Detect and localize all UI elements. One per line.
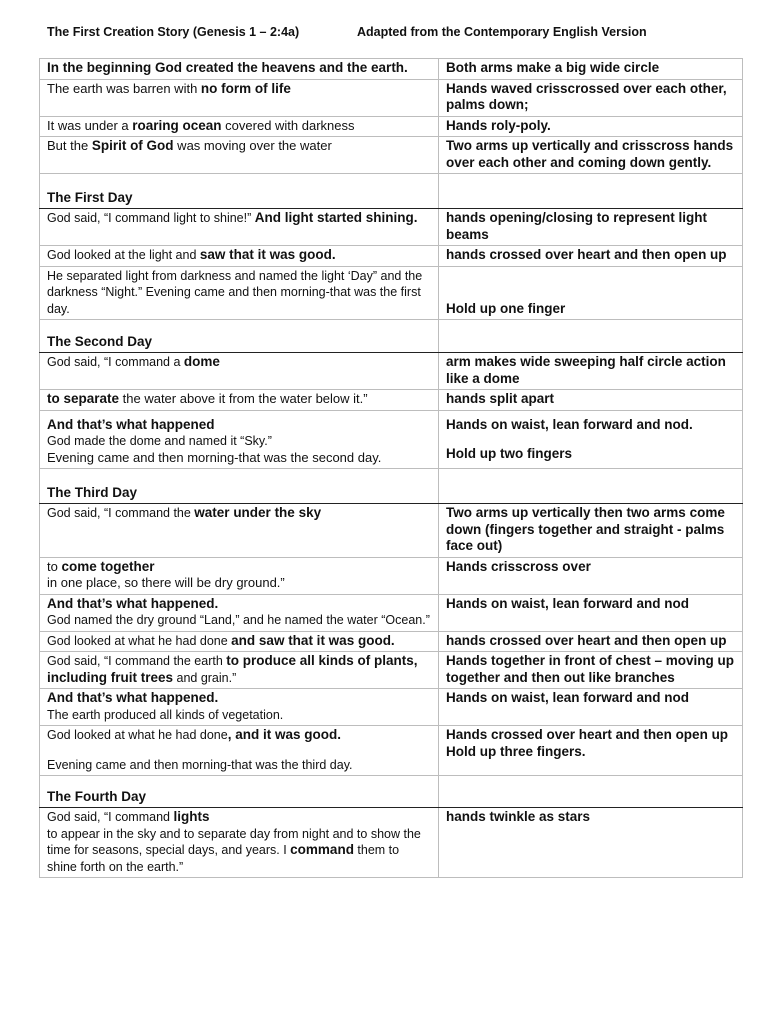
table-row (40, 557, 743, 594)
story-emphasis: command (290, 842, 354, 857)
story-emphasis: And that’s what happened. (47, 595, 219, 611)
day-heading: The Fourth Day (40, 776, 439, 808)
action-text: Hands on waist, lean forward and nod. (446, 416, 693, 432)
story-cell (40, 390, 439, 411)
story-text: and grain.” (173, 670, 237, 685)
table-row (40, 59, 743, 80)
empty-cell (439, 469, 743, 504)
story-text: God named the dry ground “Land,” and he named the water “Ocean.” (47, 613, 430, 627)
day-heading-row (40, 776, 743, 808)
story-text: He separated light from darkness and named the light ‘Day” and the darkness “Night.” Evening came and then morning-that was the first day. (47, 268, 423, 316)
story-text: But the (47, 138, 92, 153)
action-cell: hands twinkle as stars (439, 808, 743, 878)
story-cell (40, 594, 439, 631)
action-cell: Hands waved crisscrossed over each other, palms down; (439, 79, 743, 116)
action-text: Hold up two fingers (446, 446, 572, 461)
story-cell (40, 631, 439, 652)
story-text: the water above it from the water below it.” (119, 391, 368, 406)
action-cell: arm makes wide sweeping half circle action like a dome (439, 353, 743, 390)
story-cell (40, 689, 439, 726)
title-text: The First Creation Story (Genesis 1 – 2:4a) (47, 25, 300, 39)
day-heading: The Third Day (40, 469, 439, 504)
table-row (40, 246, 743, 267)
story-cell (40, 266, 439, 320)
story-text: God looked at what he had done (47, 633, 232, 648)
story-emphasis: water under the sky (194, 505, 322, 520)
story-emphasis: to separate (47, 391, 120, 406)
story-cell (40, 808, 439, 878)
story-emphasis: , and it was good. (227, 727, 341, 742)
story-text: The earth produced all kinds of vegetation. (47, 707, 284, 722)
story-emphasis: and saw that it was good. (231, 632, 395, 648)
document-title (47, 25, 647, 39)
creation-story-table (39, 58, 743, 878)
day-heading-row (40, 174, 743, 209)
table-row (40, 808, 743, 878)
story-text: God said, “I command (47, 810, 174, 824)
table-row (40, 390, 743, 411)
empty-cell (439, 776, 743, 808)
story-text: Evening came and then morning-that was the third day. (47, 757, 353, 772)
empty-cell (439, 174, 743, 209)
story-text: covered with darkness (221, 117, 355, 133)
story-text: to (47, 558, 62, 574)
story-emphasis: saw that it was good. (199, 247, 336, 262)
table-row (40, 652, 743, 689)
story-emphasis: come together (61, 558, 155, 574)
story-cell (40, 246, 439, 267)
table-row (40, 631, 743, 652)
story-text: God said, “I command the (47, 506, 195, 520)
story-emphasis: dome (183, 354, 220, 369)
action-cell: Two arms up vertically then two arms come down (fingers together and straight - palms face out) (439, 504, 743, 558)
story-cell (40, 79, 439, 116)
action-text: Hold up three fingers. (446, 743, 586, 759)
story-text: The earth was barren with (47, 80, 201, 96)
action-cell (439, 410, 743, 469)
story-cell (40, 726, 439, 776)
action-cell: Hands crisscross over (439, 557, 743, 594)
story-cell (40, 504, 439, 558)
story-cell (40, 137, 439, 174)
story-cell (40, 209, 439, 246)
table-row (40, 594, 743, 631)
story-text: In the beginning God created the heavens and the earth. (47, 60, 408, 75)
action-cell: Hands on waist, lean forward and nod (439, 594, 743, 631)
story-text: God said, “I command a (47, 355, 184, 369)
story-text: to appear in the sky and to separate day from night and to show the time for seasons, special days, and years. I (47, 826, 421, 857)
subtitle-text: Adapted from the Contemporary English Version (357, 25, 647, 39)
story-text: God looked at the light and (47, 248, 200, 262)
action-text: Hands crossed over heart and then open up (446, 727, 729, 742)
table-row (40, 266, 743, 320)
story-emphasis: And that’s what happened (47, 416, 215, 432)
story-emphasis: Spirit of God (91, 138, 174, 153)
story-cell (40, 59, 439, 80)
empty-cell (439, 320, 743, 353)
story-text: God made the dome and named it “Sky.” (47, 434, 272, 448)
story-text: was moving over the water (173, 138, 332, 153)
day-heading-row (40, 469, 743, 504)
story-cell (40, 652, 439, 689)
action-cell: Hands on waist, lean forward and nod (439, 689, 743, 726)
story-emphasis: roaring ocean (132, 117, 222, 133)
action-cell: Hands roly-poly. (439, 116, 743, 137)
story-emphasis: to produce all kinds of plants, including fruit trees (47, 653, 418, 685)
action-cell (439, 726, 743, 776)
action-cell: Hold up one finger (439, 266, 743, 320)
story-emphasis: And light started shining. (254, 210, 418, 225)
day-heading-row (40, 320, 743, 353)
action-cell: hands opening/closing to represent light beams (439, 209, 743, 246)
table-row (40, 209, 743, 246)
action-cell: Both arms make a big wide circle (439, 59, 743, 80)
day-heading: The Second Day (40, 320, 439, 353)
story-text: God said, “I command light to shine!” (47, 211, 255, 225)
story-cell (40, 116, 439, 137)
action-cell: Hands together in front of chest – moving up together and then out like branches (439, 652, 743, 689)
story-text: God looked at what he had done (47, 728, 228, 742)
story-emphasis: no form of life (200, 80, 291, 96)
story-text: It was under a (47, 117, 133, 133)
table-row (40, 504, 743, 558)
story-text: in one place, so there will be dry ground.” (47, 575, 285, 590)
story-cell (40, 557, 439, 594)
story-text: God said, “I command the earth (47, 654, 227, 668)
action-cell: hands crossed over heart and then open up (439, 246, 743, 267)
story-cell (40, 353, 439, 390)
action-cell: hands split apart (439, 390, 743, 411)
action-cell: Two arms up vertically and crisscross hands over each other and coming down gently. (439, 137, 743, 174)
table-row (40, 410, 743, 469)
table-row (40, 689, 743, 726)
story-emphasis: And that’s what happened. (47, 690, 219, 705)
table-row (40, 79, 743, 116)
action-cell: hands crossed over heart and then open up (439, 631, 743, 652)
day-heading: The First Day (40, 174, 439, 209)
table-row (40, 726, 743, 776)
table-row (40, 353, 743, 390)
story-emphasis: lights (173, 809, 210, 824)
story-text: Evening came and then morning-that was the second day. (47, 449, 382, 465)
table-row (40, 116, 743, 137)
table-row (40, 137, 743, 174)
story-text: them to shine forth on the earth.” (47, 843, 400, 874)
story-cell (40, 410, 439, 469)
